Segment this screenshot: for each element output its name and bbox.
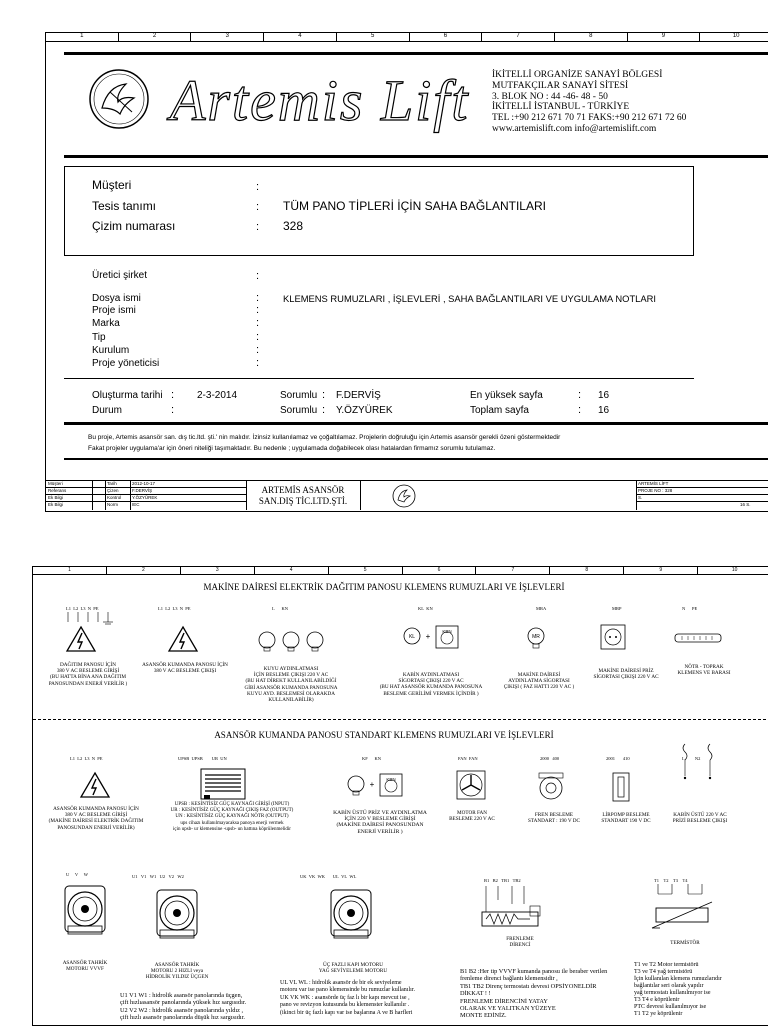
- tb-label: Referans: [48, 488, 67, 493]
- terminal-labels: L KN: [272, 606, 288, 611]
- machine-room-lamp-icon: [524, 624, 548, 650]
- total-pages-label: Toplam sayfa: [470, 405, 529, 416]
- ruler-col: 3: [191, 32, 264, 41]
- company-address: [492, 70, 686, 135]
- tb-value: Y.ÖZYÜREK: [132, 495, 158, 500]
- legal-notes: [88, 432, 560, 454]
- knb-label: KBN: [442, 629, 452, 634]
- terminal-labels: MRA: [536, 606, 547, 611]
- motor-fan-icon: [456, 770, 486, 800]
- drawing-number-value: 328: [283, 219, 304, 233]
- caption: ASANSÖR KUMANDA PANOSU İÇİN 380 V AC BESLEME ÇIKIŞI: [142, 662, 228, 675]
- terminal-labels: UK VK WK UL VL WL: [300, 874, 357, 879]
- terminal-labels: U V W: [66, 872, 88, 877]
- header-rule-bottom: [64, 155, 768, 158]
- motor-terminal-notes: U1 V1 W1 : hidrolik asansör panolarında üçgen, çift hızlıasansör panolarında yüksek hız sargısıdır. U2 V2 W2 : hidrolik asansör panolarında yıldız , çift hızlı asansör panolarında düşük hız sargısıdır.: [120, 992, 247, 1022]
- svg-text:+: +: [425, 632, 431, 641]
- tb-right: PROJE NO : 328: [638, 488, 673, 493]
- tb-label: Tarih: [107, 481, 117, 486]
- manufacturer-label: Üretici şirket: [92, 270, 148, 281]
- ruler-col: 6: [410, 32, 483, 41]
- tb-col: [105, 480, 106, 510]
- colon: :: [256, 317, 260, 329]
- file-name-label: Dosya ismi: [92, 293, 141, 304]
- brand-wordmark: Artemis Lift: [170, 68, 470, 133]
- terminal-labels: 2001 410: [606, 756, 630, 761]
- caption: UPSB : KESİNTİSİZ GÜÇ KAYNAĞI GİRİŞİ (INPUT) UR : KESİNTİSİZ GÜÇ KAYNAĞI ÇIKIŞ FAZ (OUTPUT) UN : KESİNTİSİZ GÜÇ KAYNAĞI NÖTR (OUTPUT) ups cihazı kullanılmayacaksa panoya enerji vermek için upsb- ur klemensine -upsb- un hattına köprülenmelidir: [170, 802, 294, 832]
- tb-value: F.DERVİŞ: [132, 488, 153, 493]
- colon: :: [322, 389, 326, 401]
- legal-note-line: Fakat projeler uygulama'ar için öneri niteliği taşımaktadır. Bu nedenle ; uygulamada doğabilecek olası hatalardan firmamız sorumlu tutulamaz.: [88, 445, 496, 452]
- colon: :: [256, 304, 260, 316]
- responsible-label: Sorumlu: [280, 390, 318, 401]
- responsible-1-value: F.DERVİŞ: [336, 390, 381, 401]
- ruler-col: 9: [624, 566, 698, 574]
- terminal-labels: L1 L2 L3 N PE: [158, 606, 191, 611]
- caption: KABİN AYDINLATMASI SİGORTASI ÇIKIŞI 220 V AC (BU HAT ASANSÖR KUMANDA PANOSUNA BESLEME GERİLİMİ VERMEK İÇİNDİR ): [379, 672, 483, 697]
- ruler-col: 7: [476, 566, 550, 574]
- caption: MOTOR FAN BESLEME 220 V AC: [449, 810, 495, 823]
- ruler-col: 10: [732, 33, 740, 39]
- thermistor-notes: T1 ve T2 Motor termistörü T3 ve T4 yağ termistörü İçin kullanılan klemens rumuzlarıdır bağlantılar seri olarak yapılır yağ termostatı kullanılmıyor ise T3 T4 e köprülenir PTC devresi kullanılmıyor ise T1 T2 ye köprülenir: [634, 962, 722, 1017]
- ruler-col: 1: [46, 32, 119, 41]
- ruler-col: 8: [550, 566, 624, 574]
- tb-right: ARTEMİS LİFT: [638, 481, 669, 486]
- address-line: www.artemislift.com info@artemislift.com: [492, 123, 657, 134]
- tb-label: Norm: [107, 502, 118, 507]
- ruler-col: 2: [107, 566, 181, 574]
- caption: ASANSÖR KUMANDA PANOSU İÇİN 380 V AC BESLEME GİRİŞİ (MAKİNE DAİRESİ ELEKTRİK DAĞITIM PANOSUNDAN ENERJİ VERİLİR): [48, 806, 144, 831]
- colon: :: [578, 404, 582, 416]
- status-label: Durum: [92, 405, 123, 416]
- installation-label: Kurulum: [92, 345, 130, 356]
- braking-resistor-icon: [480, 886, 552, 930]
- caption: MAKİNE DAİRESİ PRİZ SİGORTASI ÇIKIŞI 220 V AC: [593, 668, 659, 681]
- divider: [64, 378, 694, 379]
- section-divider: [33, 719, 768, 720]
- address-line: TEL :+90 212 671 70 71 FAKS:+90 212 671 72 60: [492, 113, 687, 124]
- terminal-labels: L1 L2 L3 N PE: [66, 606, 99, 611]
- colon: :: [256, 331, 260, 343]
- drawing-number-label: Çizim numarası: [92, 219, 176, 233]
- section2-title: ASANSÖR KUMANDA PANOSU STANDART KLEMENS RUMUZLARI VE İŞLEVLERİ: [214, 730, 554, 740]
- high-voltage-warning-icon: [80, 772, 110, 798]
- responsible-label-2: Sorumlu: [280, 405, 318, 416]
- tb-col: [636, 480, 637, 510]
- caption: ÜÇ FAZLI KAPI MOTORU YAĞ SEVİYELEME MOTORU: [318, 962, 388, 975]
- mr-label: MR: [532, 634, 540, 640]
- caption: FRENLEME DİRENCİ: [506, 936, 534, 949]
- colon: :: [171, 404, 175, 416]
- ruler-col: 8: [555, 32, 628, 41]
- colon: :: [256, 181, 260, 193]
- colon: :: [256, 357, 260, 369]
- colon: :: [256, 221, 260, 233]
- tb-row: [636, 494, 768, 495]
- file-name-value: KLEMENS RUMUZLARI , İŞLEVLERİ , SAHA BAĞLANTILARI VE UYGULAMA NOTLARI: [283, 293, 657, 304]
- high-voltage-warning-icon: [66, 626, 96, 652]
- caption: ASANSÖR TAHRİK MOTORU VVVF: [62, 960, 108, 973]
- ruler-col: 2: [119, 32, 192, 41]
- type-label: Tip: [92, 332, 106, 343]
- artemis-logo-small-icon: [392, 484, 416, 508]
- terminal-labels: KF KN: [362, 756, 382, 761]
- ruler-col: 4: [255, 566, 329, 574]
- knb-label: KBN: [386, 777, 396, 782]
- ruler-col: 5: [337, 32, 410, 41]
- colon: :: [256, 201, 260, 213]
- customer-label: Müşteri: [92, 178, 132, 192]
- terminal-labels: T1 T2 T3 T4: [654, 878, 688, 883]
- tb-company: [246, 485, 360, 507]
- project-name-label: Proje ismi: [92, 305, 136, 316]
- tb-label: Çizen: [107, 488, 119, 493]
- notes-rule-bottom: [64, 458, 768, 460]
- colon: :: [256, 344, 260, 356]
- tb-label: Ek Bilgi: [48, 502, 64, 507]
- terminal-labels: KL KN: [418, 606, 433, 611]
- tb-right: 16 S.: [740, 502, 751, 507]
- creation-date-value: 2-3-2014: [197, 390, 238, 401]
- tb-col: [130, 480, 131, 510]
- ruler-col: 5: [329, 566, 403, 574]
- artemis-logo-icon: [88, 68, 150, 130]
- terminal-labels: N PE: [682, 606, 698, 611]
- tb-label: Ek Bilgi: [48, 495, 64, 500]
- facility-value: TÜM PANO TİPLERİ İÇİN SAHA BAĞLANTILARI: [283, 199, 546, 213]
- tb-company-line: ARTEMİS ASANSÖR: [261, 485, 345, 495]
- caption: LİRPOMP BESLEME STANDART 190 V DC: [601, 812, 651, 825]
- total-pages-value: 16: [598, 405, 610, 416]
- caption: TERMİSTÖR: [670, 940, 700, 946]
- caption: NÖTR - TOPRAK KLEMENS VE BARASI: [677, 664, 731, 677]
- brand-label: Marka: [92, 318, 120, 329]
- header-rule: [64, 52, 768, 55]
- column-ruler-2: [33, 566, 768, 575]
- tb-company-line: SAN.DIŞ TİC.LTD.ŞTİ.: [258, 496, 348, 506]
- tb-right: S.: [638, 495, 643, 500]
- creation-date-label: Oluşturma tarihi: [92, 390, 163, 401]
- tb-label: Müşteri: [48, 481, 63, 486]
- address-line: 3. BLOK NO : 44 -46- 48 - 50: [492, 91, 608, 102]
- facility-label: Tesis tanımı: [92, 199, 157, 213]
- cabin-socket-light-icon: [346, 772, 408, 798]
- caption: DAĞITIM PANOSU İÇİN 380 V AC BESLEME GİRİŞİ (BU HATTA BİNA ANA DAĞITIM PANOSUNDAN ENERJİ VERİLİR ): [48, 662, 128, 687]
- terminal-labels: 2000 400: [540, 756, 560, 761]
- section1-title: MAKİNE DAİRESİ ELEKTRİK DAĞITIM PANOSU KLEMENS RUMUZLARI VE İŞLEVLERİ: [203, 582, 565, 592]
- socket-outlet-icon: [600, 624, 626, 650]
- terminal-labels: U1 V1 W1 U2 V2 W2: [132, 874, 184, 879]
- ruler-col: 9: [628, 32, 701, 41]
- ruler-col: 3: [181, 566, 255, 574]
- legal-note-line: Bu proje, Artemis asansör san. dış tic.ltd. şti.' nin malıdır. İzinsiz kullanılamaz ve çoğaltılamaz. Projelerin doğruluğu için Artemis asansör gerekli özeni göstermektedir: [88, 434, 561, 441]
- cabin-light-icon: [402, 624, 464, 650]
- tb-col: [360, 480, 361, 510]
- project-manager-label: Proje yöneticisi: [92, 358, 160, 369]
- two-speed-motor-icon: [152, 886, 202, 940]
- caption: KABİN ÜSTÜ PRİZ VE AYDINLATMA İÇİN 220 V BESLEME GİRİŞİ (MAKİNE DAİRESİ PANOSUNDAN ENERJİ VERİLİR ): [333, 810, 427, 835]
- colon: :: [578, 389, 582, 401]
- caption: KABİN ÜSTÜ 220 V AC PRİZİ BESLEME ÇIKIŞI: [672, 812, 728, 825]
- svg-text:+: +: [369, 780, 375, 789]
- responsible-2-value: Y.ÖZYÜREK: [336, 405, 393, 416]
- caption: MAKİNE DAİRESİ AYDINLATMA SİGORTASI ÇIKIŞI ( FAZ HATTI 220 V AC ): [503, 672, 575, 691]
- tb-row: [46, 501, 246, 502]
- address-line: MUTFAKÇILAR SANAYİ SİTESİ: [492, 80, 629, 91]
- lift-pump-icon: [612, 772, 632, 804]
- highest-page-label: En yüksek sayfa: [470, 390, 543, 401]
- shaft-lamps-icon: [255, 630, 327, 654]
- ruler-col: 4: [264, 32, 337, 41]
- colon: :: [256, 270, 260, 282]
- colon: :: [256, 292, 260, 304]
- ruler-col: 6: [403, 566, 477, 574]
- tb-value: IEC: [132, 502, 140, 507]
- highest-page-value: 16: [598, 390, 610, 401]
- terminal-labels: L N2: [682, 756, 701, 761]
- address-line: İKİTELLİ İSTANBUL - TÜRKİYE: [492, 102, 630, 113]
- ups-unit-icon: [200, 768, 246, 802]
- brake-icon: [536, 772, 566, 802]
- caption: FREN BESLEME STANDART : 190 V DC: [527, 812, 581, 825]
- neutral-ground-bar-icon: [674, 632, 724, 644]
- high-voltage-warning-icon: [168, 626, 198, 652]
- door-motor-notes: UL VL WL : hidrolik asansör de bir ek seviyeleme motoru var ise pano klemensinde bu rumuzlar kullanılır. UK VK WK : asansörde üç faz lı bir kapı mevcut ise , pano ve revizyon kutusunda bu klemenster kullanılır . (ikinci bir üç fazlı kapı var ise başlarına A ve B harfleri: [280, 980, 415, 1016]
- ruler-col: 1: [33, 566, 107, 574]
- ruler-col: 10: [731, 567, 738, 573]
- terminal-labels: MRP: [612, 606, 622, 611]
- colon: :: [171, 389, 175, 401]
- door-motor-icon: [326, 886, 376, 940]
- vvvf-motor-icon: [60, 882, 110, 936]
- terminal-labels: B1 B2 TB1 TB2: [484, 878, 521, 883]
- terminal-labels: FAN FAN: [458, 756, 478, 761]
- tb-label: Kontrol: [107, 495, 122, 500]
- ruler-col: 7: [482, 32, 555, 41]
- cabin-socket-output-icon: [680, 744, 720, 794]
- colon: :: [322, 404, 326, 416]
- caption: ASANSÖR TAHRİK MOTORU 2 HIZLI veya HİDROLİK YILDIZ ÜÇGEN: [145, 962, 209, 981]
- kl-label: KL: [408, 634, 416, 640]
- caption: KUYU AYDINLATMASI İÇİN BESLEME ÇIKIŞI 220 V AC (BU HAT DİREKT KULLANILABİLDİĞİ GİBİ ASANSÖR KUMANDA PANOSUNA KUYU AYD. BESLEMESİ OLARAKDA KULLANILABİLİR): [244, 666, 338, 704]
- terminal-labels: UPSB UPSB UR UN: [178, 756, 227, 761]
- terminal-labels: L1 L2 L3 N PE: [70, 756, 103, 761]
- tb-col: [92, 480, 93, 510]
- thermistor-icon: [650, 884, 714, 938]
- column-ruler: [46, 32, 768, 42]
- braking-resistor-notes: B1 B2 :Her tip VVVF kumanda panosu ile beraber verilen frenleme direnci bağlantı klemensidir , TB1 TB2 Direnç termostatı devresi OPSİYONELDİR DİKKAT ! ! FRENLEME DİRENCİNİ YATAY OLARAK VE YALITKAN YÜZEYE MONTE EDİNİZ.: [460, 968, 608, 1020]
- notes-rule: [64, 422, 768, 425]
- tb-value: 2012-10-17: [132, 481, 156, 486]
- address-line: İKİTELLİ ORGANİZE SANAYİ BÖLGESİ: [492, 70, 663, 80]
